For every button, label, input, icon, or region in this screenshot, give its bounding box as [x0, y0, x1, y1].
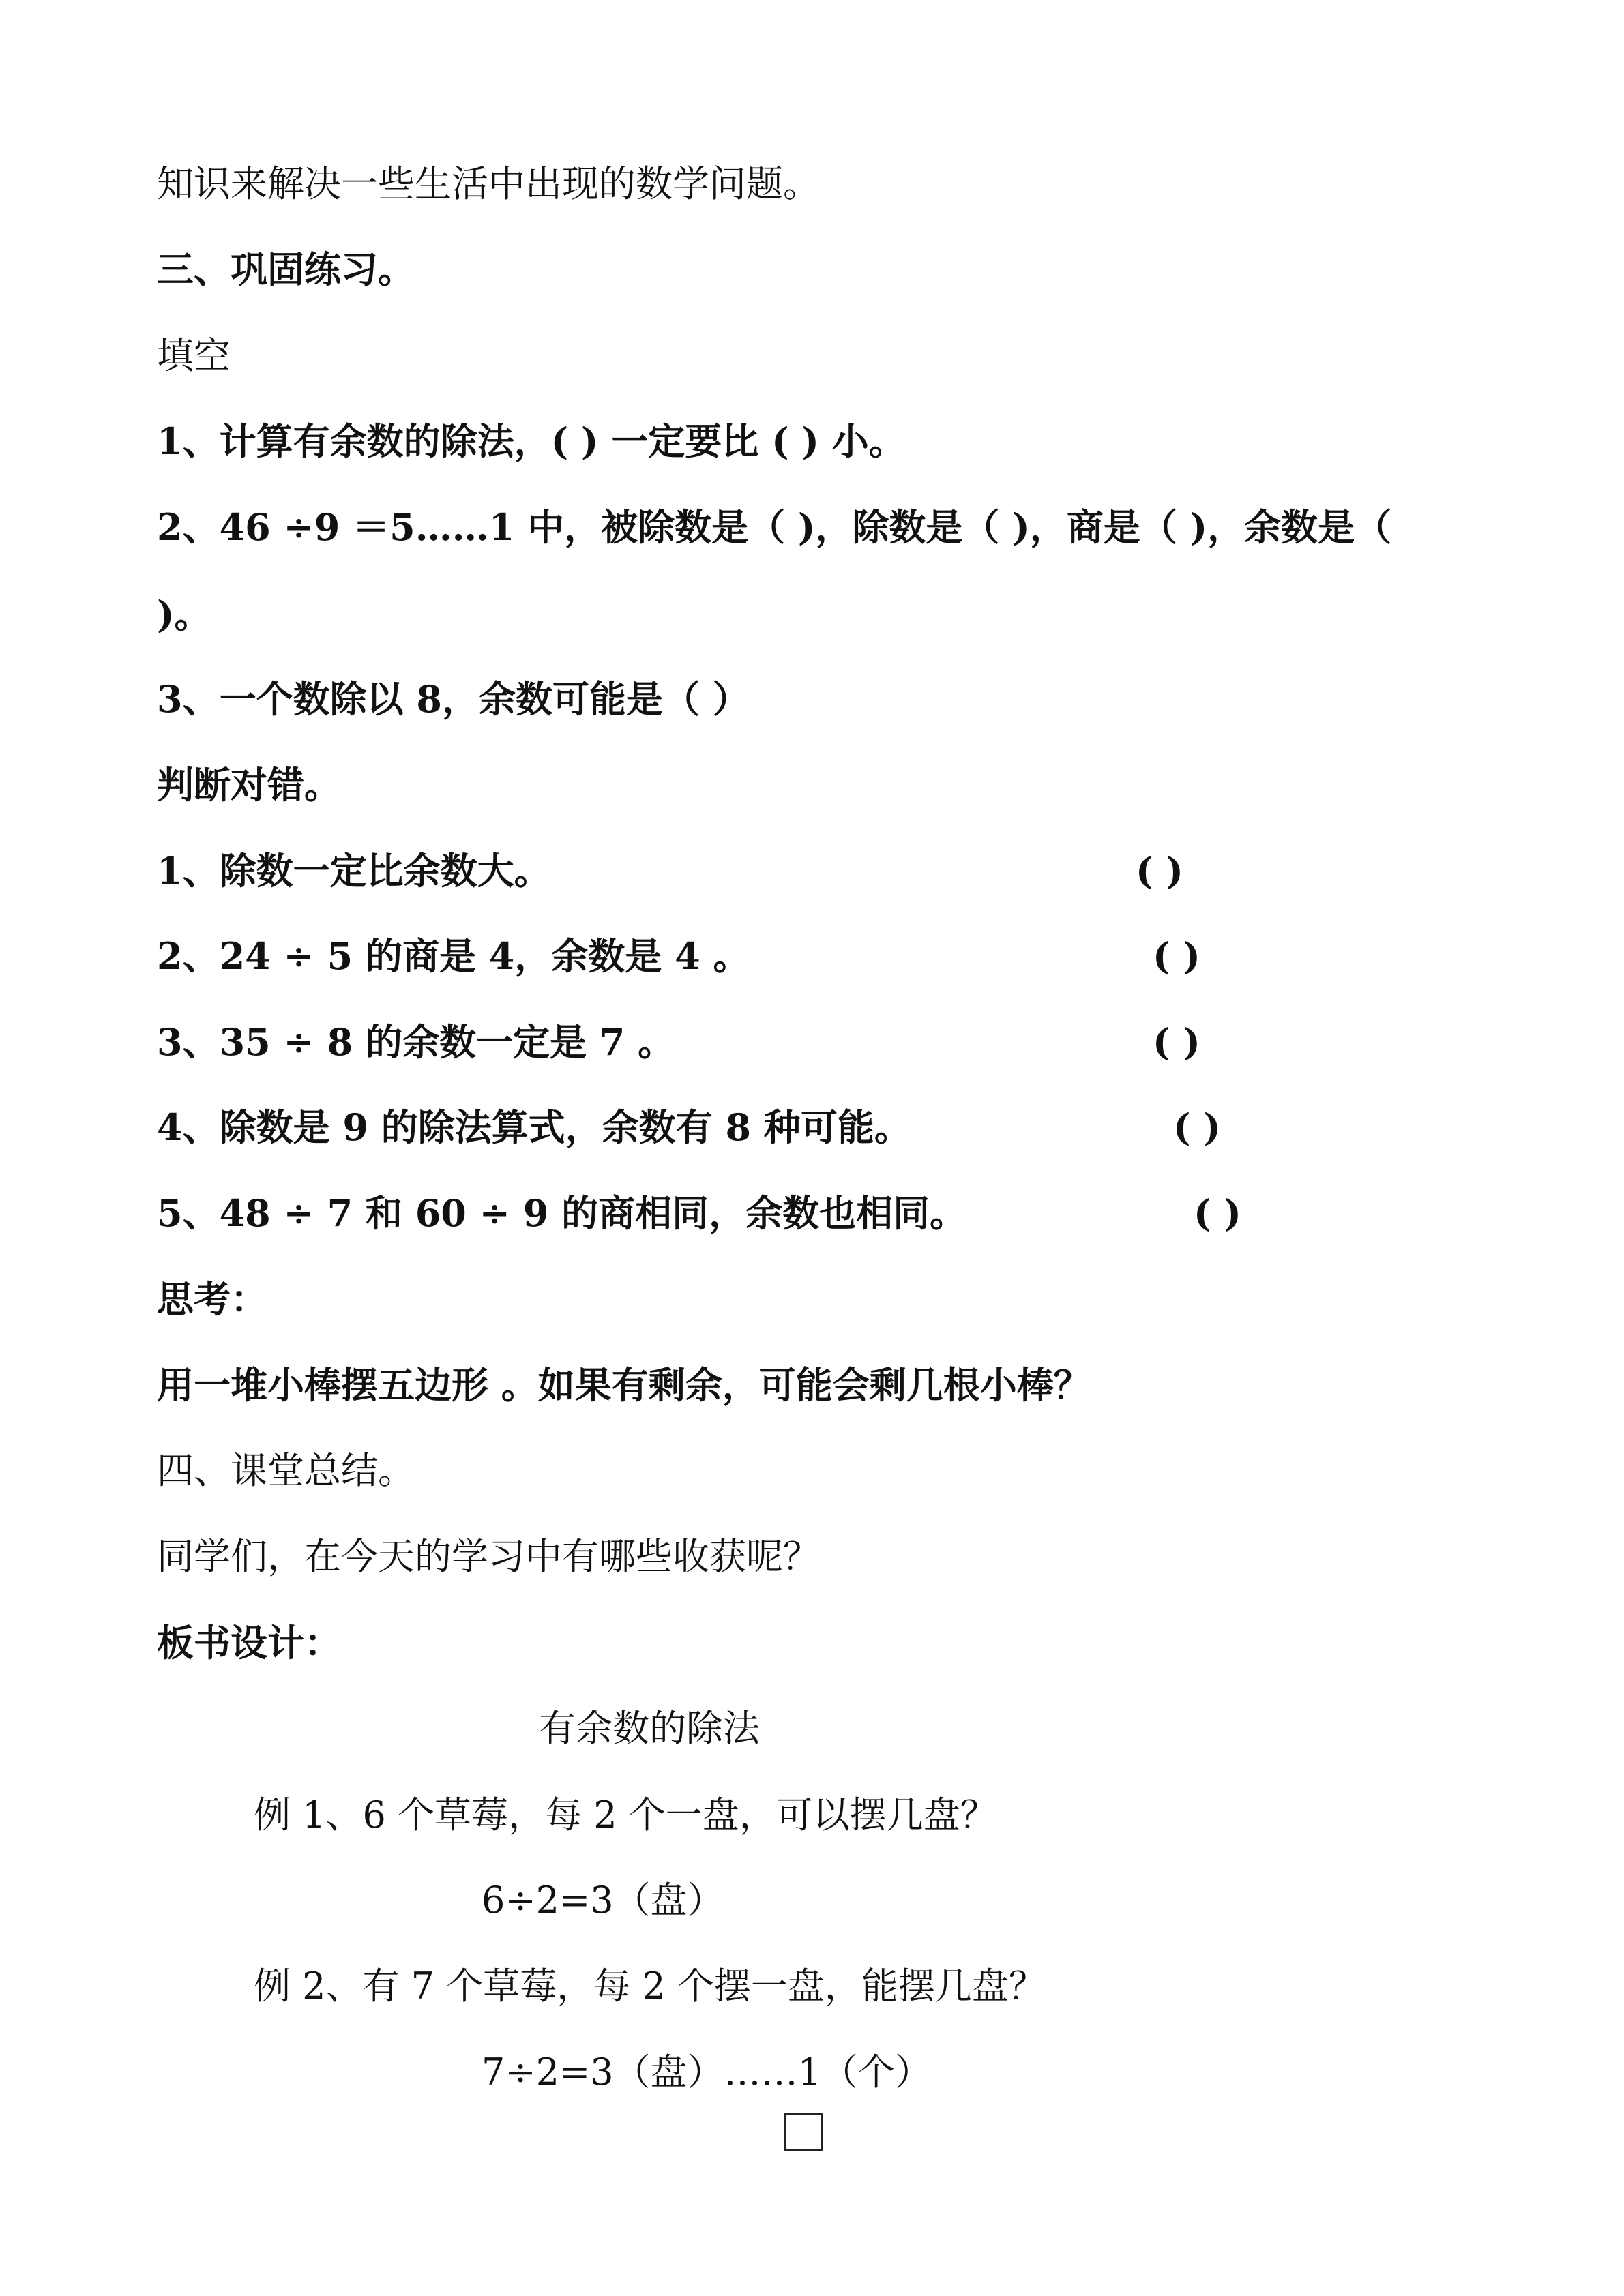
section3-heading: 三、巩固练习。 — [157, 248, 415, 291]
think-question: 用一堆小棒摆五边形 。如果有剩余，可能会剩几根小棒？ — [157, 1363, 1091, 1407]
judge-item-1: 1、除数一定比余数大。 — [157, 849, 551, 893]
board-title: 有余数的除法 — [539, 1707, 760, 1750]
board-example-1: 例 1、6 个草莓，每 2 个一盘，可以摆几盘？ — [254, 1793, 997, 1836]
judge-item-3: 3、35 ÷ 8 的余数一定是 7 。 — [157, 1020, 675, 1064]
judge-item-4: 4、除数是 9 的除法算式，余数有 8 种可能。 — [157, 1105, 911, 1149]
judge-answer-3: ( ) — [1153, 1020, 1200, 1064]
board-heading: 板书设计： — [157, 1621, 341, 1665]
think-title: 思考： — [157, 1277, 267, 1321]
fill-blank-item-1: 1、计算有余数的除法，( ) 一定要比 ( ) 小。 — [157, 419, 906, 463]
fill-blank-item-2: 2、46 ÷9 ＝5……1 中，被除数是（ )，除数是（ )，商是（ )，余数是（ — [157, 505, 1392, 549]
fill-blank-item-3: 3、一个数除以 8，余数可能是（ ） — [157, 677, 750, 721]
judge-answer-5: ( ) — [1194, 1191, 1241, 1235]
intro-line: 知识来解决一些生活中出现的数学问题。 — [157, 162, 820, 205]
board-formula-2: 7÷2=3（盘）……1（个） — [482, 2051, 932, 2093]
board-example-2: 例 2、有 7 个草莓，每 2 个摆一盘，能摆几盘？ — [254, 1965, 1046, 2008]
judge-answer-1: ( ) — [1136, 849, 1183, 893]
board-formula-1: 6÷2=3（盘） — [482, 1879, 724, 1922]
judge-answer-2: ( ) — [1153, 934, 1200, 978]
section4-text: 同学们，在今天的学习中有哪些收获呢？ — [157, 1535, 820, 1578]
empty-answer-box — [784, 2113, 823, 2151]
judge-answer-4: ( ) — [1173, 1105, 1221, 1149]
section4-heading: 四、课堂总结。 — [157, 1449, 415, 1492]
fill-blank-title: 填空 — [157, 334, 231, 377]
fill-blank-item-2-continued: )。 — [157, 593, 211, 636]
judge-item-5: 5、48 ÷ 7 和 60 ÷ 9 的商相同，余数也相同。 — [157, 1191, 967, 1235]
judge-item-2: 2、24 ÷ 5 的商是 4，余数是 4 。 — [157, 934, 750, 978]
judge-title: 判断对错。 — [157, 763, 341, 807]
